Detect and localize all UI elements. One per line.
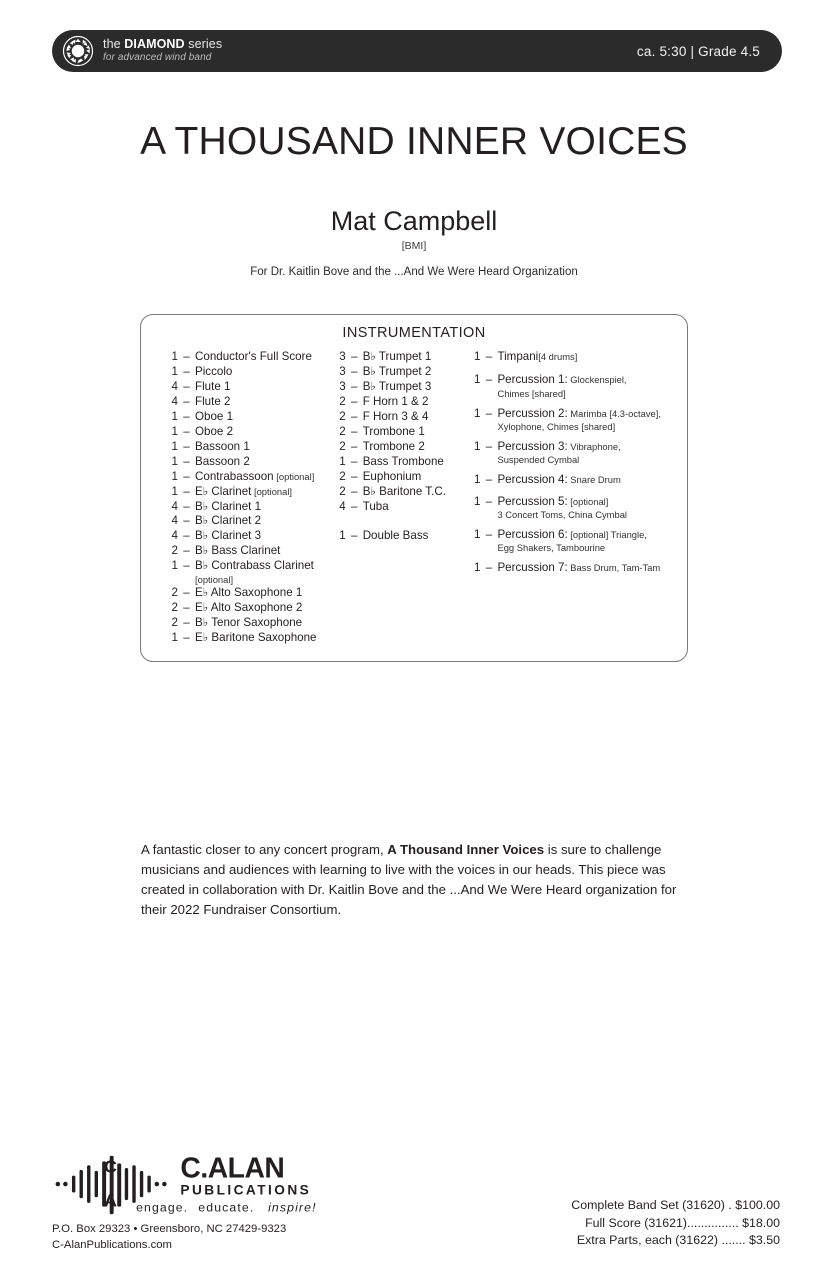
instrumentation-row bbox=[163, 410, 331, 425]
instrument-quantity: 1 bbox=[339, 454, 346, 468]
instrument-quantity: 1 bbox=[473, 373, 481, 387]
instrumentation-item bbox=[331, 425, 466, 440]
instrumentation-item bbox=[465, 407, 687, 433]
instrument-quantity: 1 bbox=[473, 439, 481, 453]
instrumentation-column-percussion bbox=[465, 350, 687, 646]
svg-text:C: C bbox=[104, 1156, 117, 1177]
instrument-quantity: 2 bbox=[339, 424, 346, 438]
instrument-quantity: 2 bbox=[171, 586, 178, 600]
instrument-name: Oboe 1 bbox=[195, 409, 234, 423]
instrument-dash: – bbox=[183, 529, 190, 543]
instrument-detail: Glockenspiel, bbox=[567, 374, 627, 386]
instrumentation-row bbox=[331, 425, 466, 440]
instrumentation-row bbox=[163, 380, 331, 395]
instrumentation-column-brass bbox=[331, 350, 466, 646]
instrumentation-item bbox=[331, 350, 466, 365]
instrument-dash: – bbox=[485, 494, 493, 508]
instrument-quantity: 1 bbox=[171, 409, 178, 423]
instrument-name: Contrabassoon [optional] bbox=[195, 469, 315, 483]
address-line-1: P.O. Box 29323 • Greensboro, NC 27429-9323 bbox=[52, 1223, 287, 1235]
instrument-name: Percussion 4: Snare Drum bbox=[497, 473, 621, 487]
instrument-name: B♭ Contrabass Clarinet bbox=[195, 559, 314, 573]
instrumentation-item bbox=[331, 455, 466, 470]
series-label-group bbox=[103, 38, 222, 64]
instrumentation-row bbox=[163, 601, 331, 616]
instrumentation-row bbox=[163, 616, 331, 631]
instrument-name: Bassoon 2 bbox=[195, 454, 250, 468]
instrumentation-item bbox=[465, 440, 687, 466]
instrument-quantity: 1 bbox=[473, 473, 481, 487]
instrument-dash: – bbox=[183, 454, 190, 468]
instrumentation-item bbox=[331, 500, 466, 515]
instrument-quantity: 2 bbox=[171, 544, 178, 558]
svg-text:inspire!: inspire! bbox=[268, 1200, 317, 1215]
instrumentation-row bbox=[331, 470, 466, 485]
instrumentation-column-woodwinds bbox=[141, 350, 331, 646]
instrumentation-row bbox=[465, 440, 687, 454]
instrument-dash: – bbox=[350, 424, 358, 438]
instrumentation-row bbox=[465, 373, 687, 387]
instrument-name: B♭ Trumpet 1 bbox=[362, 350, 432, 363]
price-value: $18.00 bbox=[742, 1215, 780, 1230]
instrument-dash: – bbox=[183, 364, 190, 378]
publisher-address bbox=[52, 1222, 286, 1253]
instrument-quantity: 1 bbox=[171, 559, 178, 573]
instrument-quantity: 4 bbox=[171, 394, 178, 408]
instrument-continuation: 3 Concert Toms, China Cymbal bbox=[497, 509, 628, 521]
instrument-quantity: 1 bbox=[171, 350, 178, 363]
instrument-dash: – bbox=[350, 484, 358, 498]
price-value: $3.50 bbox=[748, 1233, 780, 1248]
instrument-name: Trombone 1 bbox=[362, 424, 425, 438]
instrument-note: [optional] bbox=[251, 485, 293, 497]
instrumentation-item bbox=[163, 470, 331, 485]
instrumentation-spacer bbox=[331, 514, 466, 529]
instrument-quantity: 3 bbox=[339, 350, 346, 363]
instrument-name: Double Bass bbox=[362, 529, 429, 543]
instrument-quantity: 1 bbox=[473, 561, 481, 575]
instrument-quantity: 1 bbox=[171, 439, 178, 453]
instrumentation-item bbox=[163, 601, 331, 616]
composer-name: Mat Campbell bbox=[330, 206, 498, 236]
instrumentation-item bbox=[163, 365, 331, 380]
instrumentation-row bbox=[163, 395, 331, 410]
instrument-dash: – bbox=[183, 615, 190, 629]
instrument-name: Oboe 2 bbox=[195, 424, 234, 438]
instrumentation-item bbox=[163, 395, 331, 410]
instrumentation-row bbox=[163, 470, 331, 485]
instrument-quantity: 1 bbox=[473, 494, 481, 508]
duration-grade-label: ca. 5:30 | Grade 4.5 bbox=[636, 43, 760, 59]
instrumentation-item bbox=[331, 470, 466, 485]
instrument-name: Timpani[4 drums] bbox=[497, 350, 578, 363]
price-list bbox=[571, 1197, 780, 1250]
instrument-dash: – bbox=[183, 394, 190, 408]
instrumentation-panel bbox=[140, 314, 688, 662]
instrument-dash: – bbox=[183, 499, 190, 513]
instrument-dash: – bbox=[350, 499, 358, 513]
instrumentation-row bbox=[163, 455, 331, 470]
instrument-name: Percussion 3: Vibraphone, bbox=[497, 439, 621, 453]
instrument-name: Bassoon 1 bbox=[195, 439, 250, 453]
instrument-detail: [optional] bbox=[567, 495, 609, 507]
instrument-name: B♭ Baritone T.C. bbox=[362, 484, 446, 498]
instrumentation-row bbox=[163, 440, 331, 455]
instrument-dash: – bbox=[183, 379, 190, 393]
instrument-dash: – bbox=[183, 439, 190, 453]
instrument-quantity: 1 bbox=[171, 454, 178, 468]
publisher-website[interactable]: C-AlanPublications.com bbox=[52, 1238, 172, 1251]
instrument-dash: – bbox=[183, 469, 190, 483]
c-alan-waveform-logo bbox=[52, 1152, 322, 1218]
instrument-continuation: Xylophone, Chimes [shared] bbox=[497, 421, 616, 433]
instrument-quantity: 4 bbox=[171, 379, 178, 393]
svg-text:educate.: educate. bbox=[198, 1200, 255, 1215]
series-banner bbox=[52, 30, 782, 72]
instrument-quantity: 1 bbox=[473, 350, 481, 363]
instrument-quantity: 1 bbox=[473, 527, 481, 541]
instrument-quantity: 1 bbox=[339, 529, 346, 543]
instrumentation-row bbox=[163, 544, 331, 559]
instrumentation-row bbox=[465, 473, 687, 487]
instrument-quantity: 4 bbox=[171, 499, 178, 513]
instrument-name: F Horn 3 & 4 bbox=[362, 409, 429, 423]
instrument-dash: – bbox=[183, 630, 190, 644]
instrumentation-row bbox=[331, 440, 466, 455]
instrument-name: B♭ Tenor Saxophone bbox=[195, 615, 303, 629]
instrumentation-item bbox=[465, 350, 687, 364]
instrumentation-row bbox=[331, 485, 466, 500]
instrumentation-item bbox=[331, 440, 466, 455]
instrument-detail: Vibraphone, bbox=[567, 440, 621, 452]
instrument-name: B♭ Trumpet 2 bbox=[362, 364, 432, 378]
instrument-detail: Snare Drum bbox=[567, 474, 621, 486]
instrument-dash: – bbox=[183, 586, 190, 600]
instrumentation-item bbox=[331, 529, 466, 544]
instrument-quantity: 2 bbox=[339, 394, 346, 408]
instrument-name: Percussion 7: Bass Drum, Tam-Tam bbox=[497, 561, 661, 575]
instrumentation-row bbox=[331, 365, 466, 380]
instrument-quantity: 4 bbox=[171, 529, 178, 543]
instrumentation-row bbox=[465, 407, 687, 421]
price-label: Extra Parts, each (31622) bbox=[576, 1233, 718, 1248]
instrumentation-row bbox=[465, 350, 687, 364]
instrumentation-item bbox=[465, 561, 687, 575]
instrument-name: B♭ Clarinet 1 bbox=[195, 499, 262, 513]
svg-text:C.ALAN: C.ALAN bbox=[180, 1152, 285, 1184]
instrumentation-item bbox=[331, 395, 466, 410]
instrument-name: Percussion 6: [optional] Triangle, bbox=[497, 527, 647, 541]
instrumentation-heading: INSTRUMENTATION bbox=[342, 325, 486, 341]
instrumentation-item bbox=[163, 514, 331, 529]
instrument-dash: – bbox=[485, 350, 493, 363]
instrument-dash: – bbox=[485, 373, 493, 387]
instrument-name: Piccolo bbox=[195, 364, 233, 378]
price-label: Full Score (31621) bbox=[585, 1215, 687, 1230]
svg-text:PUBLICATIONS: PUBLICATIONS bbox=[180, 1182, 312, 1198]
instrumentation-item bbox=[163, 425, 331, 440]
instrumentation-item bbox=[163, 455, 331, 470]
instrument-dash: – bbox=[183, 424, 190, 438]
instrumentation-row bbox=[163, 425, 331, 440]
instrumentation-row bbox=[331, 350, 466, 365]
instrument-name: E♭ Alto Saxophone 2 bbox=[195, 601, 303, 614]
instrumentation-row bbox=[331, 410, 466, 425]
instrument-dash: – bbox=[350, 529, 358, 543]
instrument-name: E♭ Clarinet [optional] bbox=[195, 484, 293, 498]
instrument-name: B♭ Clarinet 2 bbox=[195, 514, 262, 528]
instrumentation-item bbox=[465, 495, 687, 521]
instrumentation-item bbox=[163, 529, 331, 544]
instrument-continuation: [optional] bbox=[195, 574, 234, 586]
instrument-quantity: 2 bbox=[339, 409, 346, 423]
instrument-name: Flute 2 bbox=[195, 394, 231, 408]
instrumentation-item bbox=[465, 528, 687, 554]
instrument-dash: – bbox=[350, 439, 358, 453]
instrument-detail: [optional] Triangle, bbox=[567, 528, 647, 540]
instrument-quantity: 1 bbox=[171, 424, 178, 438]
instrument-name: Bass Trombone bbox=[362, 454, 444, 468]
instrument-dash: – bbox=[350, 469, 358, 483]
instrument-quantity: 4 bbox=[171, 514, 178, 528]
instrument-dash: – bbox=[350, 394, 358, 408]
instrument-name: Percussion 5: [optional] bbox=[497, 494, 609, 508]
instrumentation-row bbox=[163, 485, 331, 500]
instrumentation-row bbox=[465, 561, 687, 575]
program-note-title-ref: A Thousand Inner Voices bbox=[387, 842, 545, 857]
instrument-dash: – bbox=[485, 561, 493, 575]
instrument-name: E♭ Baritone Saxophone bbox=[195, 630, 317, 644]
program-note bbox=[141, 840, 693, 920]
instrument-dash: – bbox=[350, 350, 358, 363]
instrumentation-row bbox=[331, 529, 466, 544]
instrumentation-row bbox=[465, 495, 687, 509]
instrument-quantity: 1 bbox=[171, 364, 178, 378]
instrument-dash: – bbox=[183, 484, 190, 498]
instrumentation-item bbox=[163, 410, 331, 425]
instrument-detail: [4 drums] bbox=[538, 351, 578, 362]
instrument-name: F Horn 1 & 2 bbox=[362, 394, 429, 408]
price-leader-dots: ....... bbox=[718, 1233, 749, 1248]
work-title: A THOUSAND INNER VOICES bbox=[140, 120, 688, 163]
instrument-name: B♭ Bass Clarinet bbox=[195, 544, 281, 558]
price-row bbox=[571, 1197, 780, 1215]
instrument-dash: – bbox=[183, 350, 190, 363]
instrumentation-item bbox=[163, 586, 331, 601]
instrument-quantity: 1 bbox=[473, 406, 481, 420]
instrument-dash: – bbox=[183, 409, 190, 423]
performing-rights-affiliation: [BMI] bbox=[401, 240, 427, 252]
series-tagline: for advanced wind band bbox=[103, 52, 212, 64]
instrument-name: B♭ Trumpet 3 bbox=[362, 379, 432, 393]
instrument-dash: – bbox=[350, 379, 358, 393]
price-value: $100.00 bbox=[735, 1198, 780, 1212]
instrumentation-row bbox=[163, 365, 331, 380]
instrument-dash: – bbox=[485, 473, 493, 487]
instrument-name: Euphonium bbox=[362, 469, 422, 483]
instrumentation-columns bbox=[141, 341, 687, 646]
instrument-quantity: 2 bbox=[339, 469, 346, 483]
instrument-quantity: 2 bbox=[171, 615, 178, 629]
instrumentation-row bbox=[163, 559, 331, 574]
instrumentation-item bbox=[465, 473, 687, 487]
instrument-dash: – bbox=[183, 544, 190, 558]
instrument-name: Flute 1 bbox=[195, 379, 231, 393]
instrument-name: Trombone 2 bbox=[362, 439, 425, 453]
instrumentation-item bbox=[163, 500, 331, 515]
instrument-continuation: Egg Shakers, Tambourine bbox=[497, 542, 606, 554]
instrument-quantity: 4 bbox=[339, 499, 346, 513]
instrumentation-item bbox=[163, 544, 331, 559]
instrumentation-row bbox=[331, 395, 466, 410]
instrument-continuation: Suspended Cymbal bbox=[497, 454, 580, 466]
instrument-dash: – bbox=[485, 439, 493, 453]
instrumentation-item bbox=[331, 410, 466, 425]
instrument-continuation: Chimes [shared] bbox=[497, 387, 566, 399]
program-note-part1: A fantastic closer to any concert program, bbox=[141, 842, 388, 857]
instrument-name: Percussion 1: Glockenspiel, bbox=[497, 373, 627, 387]
instrumentation-item bbox=[163, 559, 331, 586]
instrument-name: E♭ Alto Saxophone 1 bbox=[195, 586, 303, 600]
instrument-name: B♭ Clarinet 3 bbox=[195, 529, 262, 543]
instrument-quantity: 1 bbox=[171, 484, 178, 498]
instrument-quantity: 2 bbox=[339, 484, 346, 498]
price-leader-dots: ............... bbox=[687, 1215, 743, 1230]
instrumentation-row bbox=[331, 500, 466, 515]
instrument-dash: – bbox=[485, 406, 493, 420]
instrumentation-row bbox=[331, 380, 466, 395]
instrumentation-item bbox=[331, 365, 466, 380]
instrumentation-item bbox=[163, 631, 331, 646]
price-leader-dots: . bbox=[724, 1198, 736, 1212]
instrument-name: Conductor's Full Score bbox=[195, 350, 312, 363]
instrumentation-row bbox=[331, 455, 466, 470]
svg-text:engage.: engage. bbox=[136, 1200, 189, 1215]
instrument-dash: – bbox=[350, 454, 358, 468]
instrument-dash: – bbox=[485, 527, 493, 541]
instrumentation-item bbox=[331, 485, 466, 500]
instrument-quantity: 1 bbox=[171, 630, 178, 644]
instrumentation-item bbox=[163, 380, 331, 395]
instrumentation-item bbox=[163, 440, 331, 455]
instrument-name: Percussion 2: Marimba [4.3-octave], bbox=[497, 406, 661, 420]
instrument-detail: Marimba [4.3-octave], bbox=[567, 407, 661, 419]
instrument-quantity: 3 bbox=[339, 379, 346, 393]
instrumentation-row bbox=[163, 514, 331, 529]
instrumentation-item bbox=[163, 350, 331, 365]
instrumentation-row bbox=[163, 350, 331, 365]
series-title: the DIAMOND series bbox=[103, 37, 223, 52]
instrument-detail: Bass Drum, Tam-Tam bbox=[567, 562, 661, 574]
instrument-dash: – bbox=[350, 409, 358, 423]
instrumentation-row bbox=[163, 586, 331, 601]
instrument-dash: – bbox=[183, 514, 190, 528]
price-row bbox=[571, 1215, 780, 1233]
diamond-jewel-icon bbox=[62, 35, 94, 67]
instrument-note: [optional] bbox=[273, 470, 315, 482]
instrument-dash: – bbox=[183, 601, 190, 614]
svg-text:A: A bbox=[104, 1190, 117, 1211]
instrumentation-item bbox=[465, 373, 687, 399]
instrumentation-row bbox=[163, 529, 331, 544]
instrumentation-row bbox=[465, 528, 687, 542]
instrument-quantity: 3 bbox=[339, 364, 346, 378]
instrumentation-row bbox=[163, 500, 331, 515]
instrument-quantity: 1 bbox=[171, 469, 178, 483]
instrumentation-item bbox=[163, 616, 331, 631]
instrument-quantity: 2 bbox=[339, 439, 346, 453]
instrument-quantity: 2 bbox=[171, 601, 178, 614]
instrumentation-item bbox=[163, 485, 331, 500]
program-note-part2: is sure to challenge musicians and audiences with learning to live with the voices in our heads. This piece was created in collaboration with Dr. Kaitlin Bove and the ...And We Were Heard organization for their 2022 Fundraiser Consortium. bbox=[141, 842, 677, 918]
instrument-dash: – bbox=[183, 559, 190, 573]
price-label: Complete Band Set (31620) bbox=[571, 1198, 725, 1212]
dedication-line: For Dr. Kaitlin Bove and the ...And We Were Heard Organization bbox=[250, 266, 578, 278]
instrument-name: Tuba bbox=[362, 499, 389, 513]
instrument-dash: – bbox=[350, 364, 358, 378]
instrumentation-item bbox=[331, 380, 466, 395]
instrumentation-row bbox=[163, 631, 331, 646]
price-row bbox=[571, 1232, 780, 1250]
